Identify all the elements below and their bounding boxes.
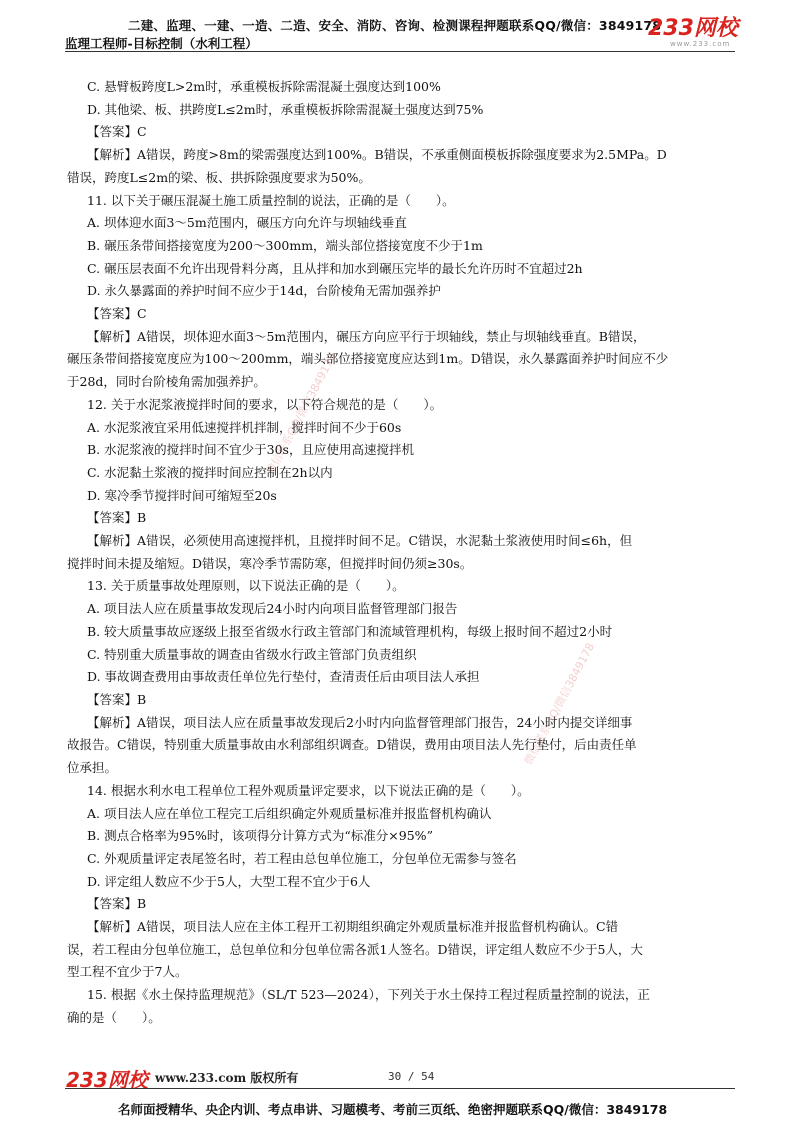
footer-ad-text: 名师面授精华、央企内训、考点串讲、习题模考、考前三页纸、绝密押题联系QQ/微信：3849178 bbox=[118, 1102, 668, 1117]
question-line: 确的是（ ）。 bbox=[67, 1009, 161, 1025]
option-line: B. 水泥浆液的搅拌时间不宜少于30s，且应使用高速搅拌机 bbox=[87, 442, 414, 458]
option-line: C. 水泥黏土浆液的搅拌时间应控制在2h以内 bbox=[87, 464, 333, 480]
header-divider bbox=[65, 51, 735, 52]
option-line: D. 评定组人数应不少于5人，大型工程不宜少于6人 bbox=[87, 873, 371, 889]
watermark: 微信联系QQ/微信3849178 bbox=[263, 350, 340, 478]
question-line: 14. 根据水利水电工程单位工程外观质量评定要求，以下说法正确的是（ ）。 bbox=[87, 782, 530, 798]
header-ad-text: 二建、监理、一建、一造、二造、安全、消防、咨询、检测课程押题联系QQ/微信：3849178 bbox=[128, 18, 662, 33]
analysis-line: 于28d，同时台阶棱角需加强养护。 bbox=[67, 374, 266, 390]
analysis-line: 位承担。 bbox=[67, 760, 118, 776]
question-line: 13. 关于质量事故处理原则，以下说法正确的是（ ）。 bbox=[87, 578, 405, 594]
question-content bbox=[67, 76, 737, 1030]
analysis-line: 搅拌时间未提及缩短。D错误，寒冷季节需防寒，但搅拌时间仍须≥30s。 bbox=[67, 555, 473, 571]
option-line: A. 坝体迎水面3～5m范围内，碾压方向允许与坝轴线垂直 bbox=[87, 215, 407, 231]
question-line: 15. 根据《水土保持监理规范》（SL/T 523—2024），下列关于水土保持工程过程质量控制的说法，正 bbox=[87, 987, 650, 1003]
option-line: D. 寒冷季节搅拌时间可缩短至20s bbox=[87, 487, 277, 503]
logo-text: 233网校 bbox=[648, 16, 738, 41]
answer-line: 【答案】B bbox=[87, 510, 147, 526]
analysis-line: 【解析】A错误，坝体迎水面3～5m范围内，碾压方向应平行于坝轴线，禁止与坝轴线垂直。B错误， bbox=[87, 328, 646, 344]
answer-line: 【答案】B bbox=[87, 896, 147, 912]
analysis-line: 型工程不宜少于7人。 bbox=[67, 964, 188, 980]
answer-line: 【答案】B bbox=[87, 691, 147, 707]
option-line: B. 测点合格率为95%时，该项得分计算方式为“标准分×95%” bbox=[87, 828, 433, 844]
watermark: 微信联系QQ/微信3849178 bbox=[521, 640, 598, 768]
document-subtitle: 监理工程师-目标控制（水利工程） bbox=[65, 36, 258, 51]
option-line: B. 较大质量事故应逐级上报至省级水行政主管部门和流域管理机构，每级上报时间不超过2小时 bbox=[87, 623, 613, 639]
option-line: B. 碾压条带间搭接宽度为200～300mm，端头部位搭接宽度不少于1m bbox=[87, 237, 483, 253]
option-line: A. 水泥浆液宜采用低速搅拌机拌制，搅拌时间不少于60s bbox=[87, 419, 402, 435]
text-line: D. 其他梁、板、拱跨度L≤2m时，承重模板拆除需混凝土强度达到75% bbox=[87, 101, 484, 117]
page-header bbox=[0, 0, 800, 56]
brand-logo[interactable] bbox=[648, 18, 740, 48]
option-line: D. 永久暴露面的养护时间不应少于14d，台阶棱角无需加强养护 bbox=[87, 283, 441, 299]
logo-url: www.233.com bbox=[670, 40, 731, 48]
text-line: C. 悬臂板跨度L>2m时，承重模板拆除需混凝土强度达到100% bbox=[87, 79, 441, 94]
answer-line: 【答案】C bbox=[87, 124, 147, 140]
option-line: D. 事故调查费用由事故责任单位先行垫付，查清责任后由项目法人承担 bbox=[87, 669, 480, 685]
footer-copyright: www.233.com 版权所有 bbox=[155, 1071, 299, 1085]
analysis-line: 误，若工程由分包单位施工，总包单位和分包单位需各派1人签名。D错误，评定组人数应不少于5人，大 bbox=[67, 941, 643, 957]
option-line: C. 碾压层表面不允许出现骨料分离，且从拌和加水到碾压完毕的最长允许历时不宜超过2h bbox=[87, 260, 583, 276]
footer-divider bbox=[65, 1088, 735, 1089]
analysis-line: 【解析】A错误，项目法人应在质量事故发现后2小时内向监督管理部门报告，24小时内提交详细事 bbox=[87, 714, 633, 730]
option-line: C. 外观质量评定表尾签名时，若工程由总包单位施工，分包单位无需参与签名 bbox=[87, 850, 517, 866]
analysis-line: 碾压条带间搭接宽度应为100～200mm，端头部位搭接宽度应达到1m。D错误，永久暴露面养护时间应不少 bbox=[67, 351, 669, 367]
question-line: 12. 关于水泥浆液搅拌时间的要求，以下符合规范的是（ ）。 bbox=[87, 396, 443, 412]
analysis-line: 【解析】A错误，跨度>8m的梁需强度达到100%。B错误，不承重侧面模板拆除强度要求为2.5MPa。D bbox=[87, 147, 667, 163]
option-line: C. 特别重大质量事故的调查由省级水行政主管部门负责组织 bbox=[87, 646, 417, 662]
answer-line: 【答案】C bbox=[87, 306, 147, 322]
footer-logo[interactable]: 233网校 bbox=[66, 1068, 148, 1092]
option-line: A. 项目法人应在质量事故发现后24小时内向项目监督管理部门报告 bbox=[87, 601, 458, 617]
analysis-line: 【解析】A错误，项目法人应在主体工程开工初期组织确定外观质量标准并报监督机构确认。C错 bbox=[87, 919, 619, 935]
analysis-line: 错误，跨度L≤2m的梁、板、拱拆除强度要求为50%。 bbox=[67, 169, 371, 185]
analysis-line: 故报告。C错误，特别重大质量事故由水利部组织调查。D错误，费用由项目法人先行垫付，后由责任单 bbox=[67, 737, 637, 753]
option-line: A. 项目法人应在单位工程完工后组织确定外观质量标准并报监督机构确认 bbox=[87, 805, 492, 821]
question-line: 11. 以下关于碾压混凝土施工质量控制的说法，正确的是（ ）。 bbox=[87, 192, 455, 208]
page-footer bbox=[0, 1060, 800, 1132]
page-number: 30 / 54 bbox=[388, 1070, 435, 1083]
analysis-line: 【解析】A错误，必须使用高速搅拌机，且搅拌时间不足。C错误，水泥黏土浆液使用时间≤6h，但 bbox=[87, 533, 633, 549]
